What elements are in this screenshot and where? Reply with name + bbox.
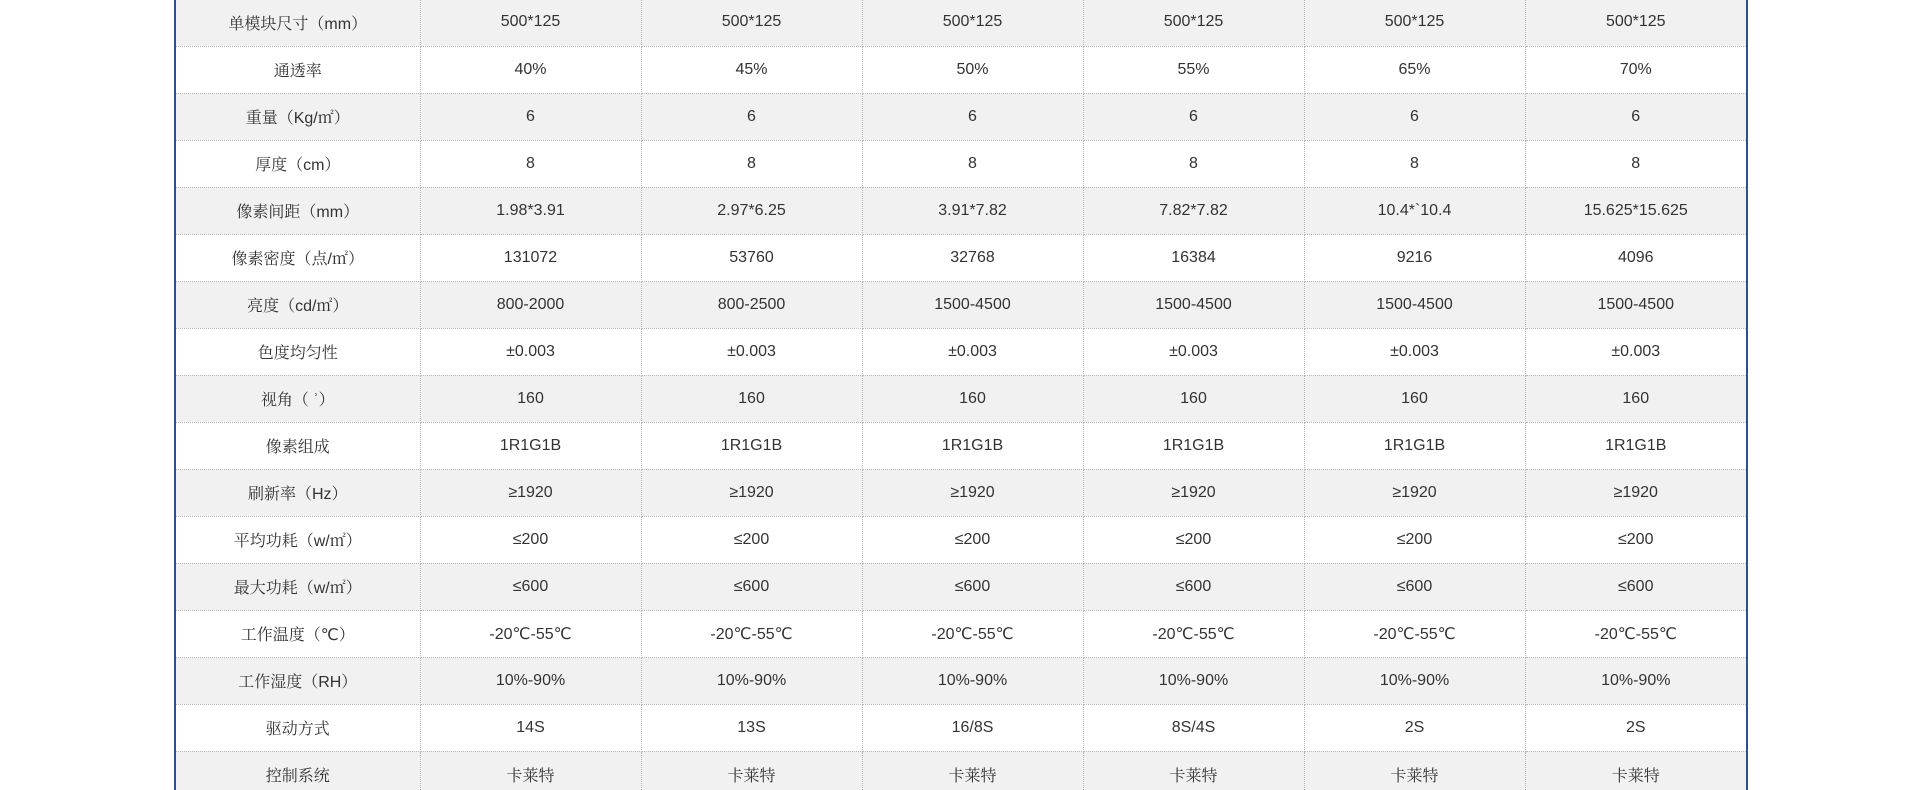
table-cell: ±0.003 [1083, 328, 1304, 375]
table-cell: 131072 [420, 234, 641, 281]
table-cell: 10%-90% [862, 657, 1083, 704]
row-label: 工作湿度（RH） [176, 657, 420, 704]
table-cell: ≥1920 [1304, 469, 1525, 516]
table-row [176, 469, 1746, 516]
table-row [176, 704, 1746, 751]
row-label: 最大功耗（w/㎡） [176, 563, 420, 610]
table-cell: ±0.003 [420, 328, 641, 375]
table-cell: ≤600 [1525, 563, 1746, 610]
table-cell: -20℃-55℃ [1304, 610, 1525, 657]
table-cell: 1500-4500 [1304, 281, 1525, 328]
table-cell: 8 [420, 140, 641, 187]
row-label: 厚度（cm） [176, 140, 420, 187]
table-cell: 15.625*15.625 [1525, 187, 1746, 234]
table-cell: ≥1920 [420, 469, 641, 516]
table-cell: ±0.003 [862, 328, 1083, 375]
table-cell: ≤600 [1083, 563, 1304, 610]
table-cell: 160 [641, 375, 862, 422]
table-cell: 1R1G1B [420, 422, 641, 469]
table-cell: 8S/4S [1083, 704, 1304, 751]
row-label: 重量（Kg/㎡） [176, 93, 420, 140]
table-cell: 70% [1525, 46, 1746, 93]
table-cell: 55% [1083, 46, 1304, 93]
table-cell: 53760 [641, 234, 862, 281]
table-row [176, 187, 1746, 234]
table-row [176, 234, 1746, 281]
table-cell: 卡莱特 [1304, 751, 1525, 790]
table-cell: 13S [641, 704, 862, 751]
table-cell: ≤600 [420, 563, 641, 610]
table-cell: 卡莱特 [1525, 751, 1746, 790]
table-cell: 500*125 [641, 0, 862, 46]
table-cell: 160 [1304, 375, 1525, 422]
table-row [176, 375, 1746, 422]
table-cell: 6 [641, 93, 862, 140]
table-cell: 14S [420, 704, 641, 751]
table-cell: 160 [1083, 375, 1304, 422]
table-cell: ≤200 [641, 516, 862, 563]
table-cell: 65% [1304, 46, 1525, 93]
table-cell: ≤600 [862, 563, 1083, 610]
row-label: 像素间距（mm） [176, 187, 420, 234]
row-label: 像素密度（点/㎡） [176, 234, 420, 281]
table-row [176, 328, 1746, 375]
table-cell: 10%-90% [420, 657, 641, 704]
table-cell: 800-2500 [641, 281, 862, 328]
table-cell: 6 [1525, 93, 1746, 140]
table-row [176, 46, 1746, 93]
row-label: 平均功耗（w/㎡） [176, 516, 420, 563]
table-cell: 500*125 [1083, 0, 1304, 46]
table-cell: 1R1G1B [1304, 422, 1525, 469]
table-cell: ≥1920 [1525, 469, 1746, 516]
table-cell: ±0.003 [1304, 328, 1525, 375]
table-cell: 32768 [862, 234, 1083, 281]
table-cell: 45% [641, 46, 862, 93]
table-cell: 1R1G1B [1525, 422, 1746, 469]
row-label: 亮度（cd/㎡） [176, 281, 420, 328]
table-cell: 2.97*6.25 [641, 187, 862, 234]
row-label: 色度均匀性 [176, 328, 420, 375]
row-label: 视角（ ʾ） [176, 375, 420, 422]
table-row [176, 657, 1746, 704]
table-cell: 800-2000 [420, 281, 641, 328]
table-cell: 1R1G1B [862, 422, 1083, 469]
table-cell: 8 [1304, 140, 1525, 187]
table-cell: 8 [1525, 140, 1746, 187]
table-cell: ≥1920 [641, 469, 862, 516]
table-cell: 1R1G1B [641, 422, 862, 469]
table-cell: -20℃-55℃ [1525, 610, 1746, 657]
table-cell: 8 [641, 140, 862, 187]
table-row [176, 0, 1746, 46]
row-label: 工作温度（℃） [176, 610, 420, 657]
table-cell: 10%-90% [641, 657, 862, 704]
table-cell: 6 [420, 93, 641, 140]
table-cell: ≤600 [641, 563, 862, 610]
table-cell: 8 [1083, 140, 1304, 187]
row-label: 像素组成 [176, 422, 420, 469]
table-cell: ≤200 [420, 516, 641, 563]
table-cell: 6 [862, 93, 1083, 140]
table-row [176, 610, 1746, 657]
table-cell: 500*125 [862, 0, 1083, 46]
row-label: 单模块尺寸（mm） [176, 0, 420, 46]
table-cell: 1.98*3.91 [420, 187, 641, 234]
table-cell: 160 [1525, 375, 1746, 422]
table-cell: 500*125 [1525, 0, 1746, 46]
table-cell: 卡莱特 [420, 751, 641, 790]
spec-table [176, 0, 1746, 790]
table-row [176, 140, 1746, 187]
row-label: 控制系统 [176, 751, 420, 790]
table-cell: ≥1920 [862, 469, 1083, 516]
table-cell: -20℃-55℃ [1083, 610, 1304, 657]
table-cell: 10.4*`10.4 [1304, 187, 1525, 234]
table-cell: 10%-90% [1525, 657, 1746, 704]
spec-table-container [174, 0, 1748, 790]
table-cell: ±0.003 [641, 328, 862, 375]
row-label: 驱动方式 [176, 704, 420, 751]
table-cell: -20℃-55℃ [641, 610, 862, 657]
table-cell: -20℃-55℃ [420, 610, 641, 657]
table-cell: 4096 [1525, 234, 1746, 281]
table-row [176, 751, 1746, 790]
table-cell: 卡莱特 [641, 751, 862, 790]
table-cell: 2S [1304, 704, 1525, 751]
table-cell: 40% [420, 46, 641, 93]
table-row [176, 422, 1746, 469]
table-row [176, 281, 1746, 328]
table-cell: ±0.003 [1525, 328, 1746, 375]
table-cell: ≤200 [1304, 516, 1525, 563]
table-cell: 卡莱特 [1083, 751, 1304, 790]
row-label: 通透率 [176, 46, 420, 93]
table-cell: 7.82*7.82 [1083, 187, 1304, 234]
table-cell: 1500-4500 [1525, 281, 1746, 328]
table-cell: 160 [862, 375, 1083, 422]
table-cell: 3.91*7.82 [862, 187, 1083, 234]
table-cell: 6 [1083, 93, 1304, 140]
table-cell: 10%-90% [1083, 657, 1304, 704]
table-cell: ≤200 [1525, 516, 1746, 563]
table-row [176, 93, 1746, 140]
spec-table-body [176, 0, 1746, 790]
table-cell: 500*125 [1304, 0, 1525, 46]
table-cell: -20℃-55℃ [862, 610, 1083, 657]
table-cell: 8 [862, 140, 1083, 187]
table-cell: 6 [1304, 93, 1525, 140]
table-cell: 10%-90% [1304, 657, 1525, 704]
row-label: 刷新率（Hz） [176, 469, 420, 516]
table-cell: 1500-4500 [862, 281, 1083, 328]
table-cell: 1R1G1B [1083, 422, 1304, 469]
table-cell: 16384 [1083, 234, 1304, 281]
table-cell: ≤200 [1083, 516, 1304, 563]
table-cell: 9216 [1304, 234, 1525, 281]
table-cell: 160 [420, 375, 641, 422]
table-row [176, 563, 1746, 610]
table-cell: ≤200 [862, 516, 1083, 563]
table-cell: ≤600 [1304, 563, 1525, 610]
table-cell: 卡莱特 [862, 751, 1083, 790]
table-cell: 50% [862, 46, 1083, 93]
table-cell: ≥1920 [1083, 469, 1304, 516]
table-cell: 2S [1525, 704, 1746, 751]
table-cell: 16/8S [862, 704, 1083, 751]
table-cell: 500*125 [420, 0, 641, 46]
table-cell: 1500-4500 [1083, 281, 1304, 328]
table-row [176, 516, 1746, 563]
